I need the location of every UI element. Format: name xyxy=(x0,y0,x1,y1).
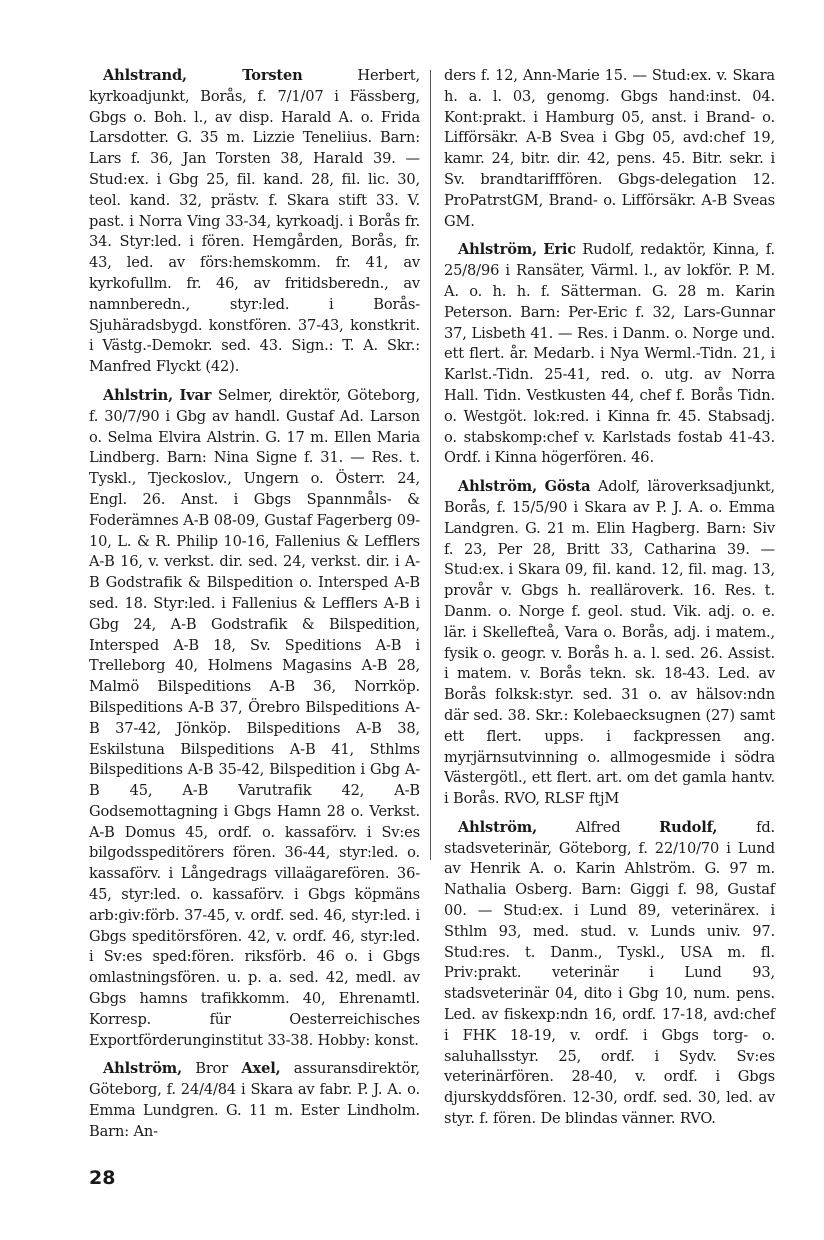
entry-ahlstrin-ivar xyxy=(89,386,420,1052)
entry-ahlstrom-gosta xyxy=(444,477,775,810)
entry-callname: Rudolf, xyxy=(659,818,718,836)
entry-given-names: Bror xyxy=(182,1060,242,1078)
entry-text: assuransdirektör, Göteborg, f. 24/4/84 i Skara av fabr. P. J. A. o. Emma Lundgren. G. 11 m. Ester Lindholm. Barn: An- xyxy=(89,1060,420,1140)
entry-ahlstrom-axel-continued xyxy=(444,66,775,232)
entry-ahlstrom-axel xyxy=(89,1059,420,1142)
entry-surname: Ahlström, xyxy=(458,241,538,259)
page-number: 28 xyxy=(89,1167,116,1189)
entry-callname: Axel, xyxy=(241,1060,281,1078)
entry-callname: Eric xyxy=(543,241,577,259)
entry-text: Rudolf, redaktör, Kinna, f. 25/8/96 i Ransäter, Värml. l., av lokför. P. M. A. o. h. h. f. Sätterman. G. 28 m. Karin Peterson. Barn: Per-Eric f. 32, Lars-Gunnar 37, Lisbeth 41. — Res. i Danm. o. Norge und. ett flert. år. Medarb. i Nya Werml.-Tidn. 21, i Karlst.-Tidn. 25-41, red. o. utg. av Norra Hall. Tidn. Vestkusten 44, chef f. Borås Tidn. o. Westgöt. lok:red. i Kinna fr. 45. Stabsadj. o. stabskomp:chef v. Karlstads fostab 41-43. Ordf. i Kinna högerfören. 46. xyxy=(444,241,775,467)
entry-surname: Ahlström, xyxy=(458,478,538,496)
entry-text: Selmer, direktör, Göteborg, f. 30/7/90 i Gbg av handl. Gustaf Ad. Larson o. Selma Elvira Alstrin. G. 17 m. Ellen Maria Lindberg. Barn: Nina Signe f. 31. — Res. t. Tyskl., Tjeckoslov., Ungern o. Österr. 24, Engl. 26. Anst. i Gbgs Spannmåls- & Foderämnes A-B 08-09, Gustaf Fagerberg 09-10, L. & R. Philip 10-16, Fallenius & Lefflers A-B 16, v. verkst. dir. sed. 24, verkst. dir. i A-B Godstrafik & Bilspedition o. Intersped A-B sed. 18. Styr:led. i Fallenius & Lefflers A-B i Gbg 24, A-B Godstrafik & Bilspedition, Intersped A-B 18, Sv. Speditions A-B i Trelleborg 40, Holmens Magasins A-B 28, Malmö Bilspeditions A-B 36, Norrköp. Bilspeditions A-B 37, Örebro Bilspeditions A-B 37-42, Jönköp. Bilspeditions A-B 38, Eskilstuna Bilspeditions A-B 41, Sthlms Bilspeditions A-B 35-42, Bilspedition i Gbg A-B 45, A-B Varutrafik 42, A-B Godsemottagning i Gbgs Hamn 28 o. Verkst. A-B Domus 45, ordf. o. kassaförv. i Sv:es bilgodsspeditörers fören. 36-44, styr:led. o. kassaförv. i Långedrags villaägarefören. 36-45, styr:led. o. kassaförv. i Gbgs köpmäns arb:giv:förb. 37-45, v. ordf. sed. 46, styr:led. i Gbgs speditörsfören. 42, v. ordf. 46, styr:led. i Sv:es sped:fören. riksförb. 46 o. i Gbgs omlastningsfören. u. p. a. sed. 42, medl. av Gbgs hamns trafikkomm. 40, Ehrenamtl. Korresp. für Oesterreichisches Exportförderunginstitut 33-38. Hobby: konst. xyxy=(89,386,420,1049)
entry-given-names: Alfred xyxy=(537,818,660,836)
entry-text: Adolf, läroverksadjunkt, Borås, f. 15/5/90 i Skara av P. J. A. o. Emma Landgren. G. 21 m. Elin Hagberg. Barn: Siv f. 23, Per 28, Britt 33, Catharina 39. — Stud:ex. i Skara 09, fil. kand. 12, fil. mag. 13, provår v. Gbgs h. realläroverk. 16. Res. t. Danm. o. Norge f. geol. stud. Vik. adj. o. e. lär. i Skellefteå, Vara o. Borås, adj. i matem., fysik o. geogr. v. Borås h. a. l. sed. 26. Assist. i matem. v. Borås tekn. sk. 18-43. Led. av Borås folksk:styr. sed. 31 o. av hälsov:ndn där sed. 38. Skr.: Kolebaecksugnen (27) samt ett flert. upps. i fackpressen ang. myrjärnsutvinning o. allmogesmide i södra Västergötl., ett flert. art. om det gamla hantv. i Borås. RVO, RLSF ftjM xyxy=(444,478,775,808)
entry-text: ders f. 12, Ann-Marie 15. — Stud:ex. v. Skara h. a. l. 03, genomg. Gbgs hand:inst. 04. Kont:prakt. i Hamburg 05, anst. i Brand- o. Lifförsäkr. A-B Svea i Gbg 05, avd:chef 19, kamr. 24, bitr. dir. 42, pens. 45. Bitr. sekr. i Sv. brandtarifffören. Gbgs-delegation 12. ProPatrstGM, Brand- o. Lifförsäkr. A-B Sveas GM. xyxy=(444,67,775,230)
entry-surname: Ahlström, xyxy=(103,1060,183,1078)
column-divider xyxy=(430,70,431,860)
entry-surname: Ahlstrin, xyxy=(103,386,174,404)
entry-surname: Ahlstrand, Torsten xyxy=(103,67,303,84)
entry-text: fd. stadsveterinär, Göteborg, f. 22/10/70 i Lund av Henrik A. o. Karin Ahlström. G. 97 m. Nathalia Osberg. Barn: Giggi f. 98, Gustaf 00. — Stud:ex. i Lund 89, veterinärex. i Sthlm 93, med. stud. v. Lunds univ. 97. Stud:res. t. Danm., Tyskl., USA m. fl. Priv:prakt. veterinär i Lund 93, stadsveterinär 04, dito i Gbg 10, num. pens. Led. av fiskexp:ndn 16, ordf. 17-18, avd:chef i FHK 18-19, v. ordf. i Gbgs torg- o. saluhallsstyr. 25, ordf. i Sydv. Sv:es veterinärfören. 28-40, v. ordf. i Gbgs djurskyddsfören. 12-30, ordf. sed. 30, led. av styr. f. fören. De blindas vänner. RVO. xyxy=(444,818,776,1128)
left-column xyxy=(89,66,420,1151)
entry-text: kyrkoadjunkt, Borås, f. 7/1/07 i Fässberg, Gbgs o. Boh. l., av disp. Harald A. o. Frida Larsdotter. G. 35 m. Lizzie Teneliius. Barn: Lars f. 36, Jan Torsten 38, Harald 39. — Stud:ex. i Gbg 25, fil. kand. 28, fil. lic. 30, teol. kand. 32, prästv. f. Skara stift 33. V. past. i Norra Ving 33-34, kyrkoadj. i Borås fr. 34. Styr:led. i fören. Hemgården, Borås, fr. 43, led. av förs:hemskomm. fr. 41, av kyrkofullm. fr. 46, av fritidsberedn., av namnberedn., styr:led. i Borås-Sjuhäradsbygd. konstfören. 37-43, konstkrit. i Västg.-Demokr. sed. 43. Sign.: T. A. Skr.: Manfred Flyckt (42). xyxy=(89,87,420,376)
entry-surname: Ahlström, xyxy=(458,818,538,836)
entry-ahlstrand-torsten xyxy=(89,66,420,378)
entry-given-names: Herbert, xyxy=(302,67,420,84)
entry-callname: Ivar xyxy=(179,386,212,404)
entry-ahlstrom-eric xyxy=(444,240,775,469)
entry-given-names xyxy=(537,478,545,495)
entry-ahlstrom-rudolf xyxy=(444,818,775,1130)
right-column xyxy=(444,66,775,1138)
entry-callname: Gösta xyxy=(544,478,591,496)
